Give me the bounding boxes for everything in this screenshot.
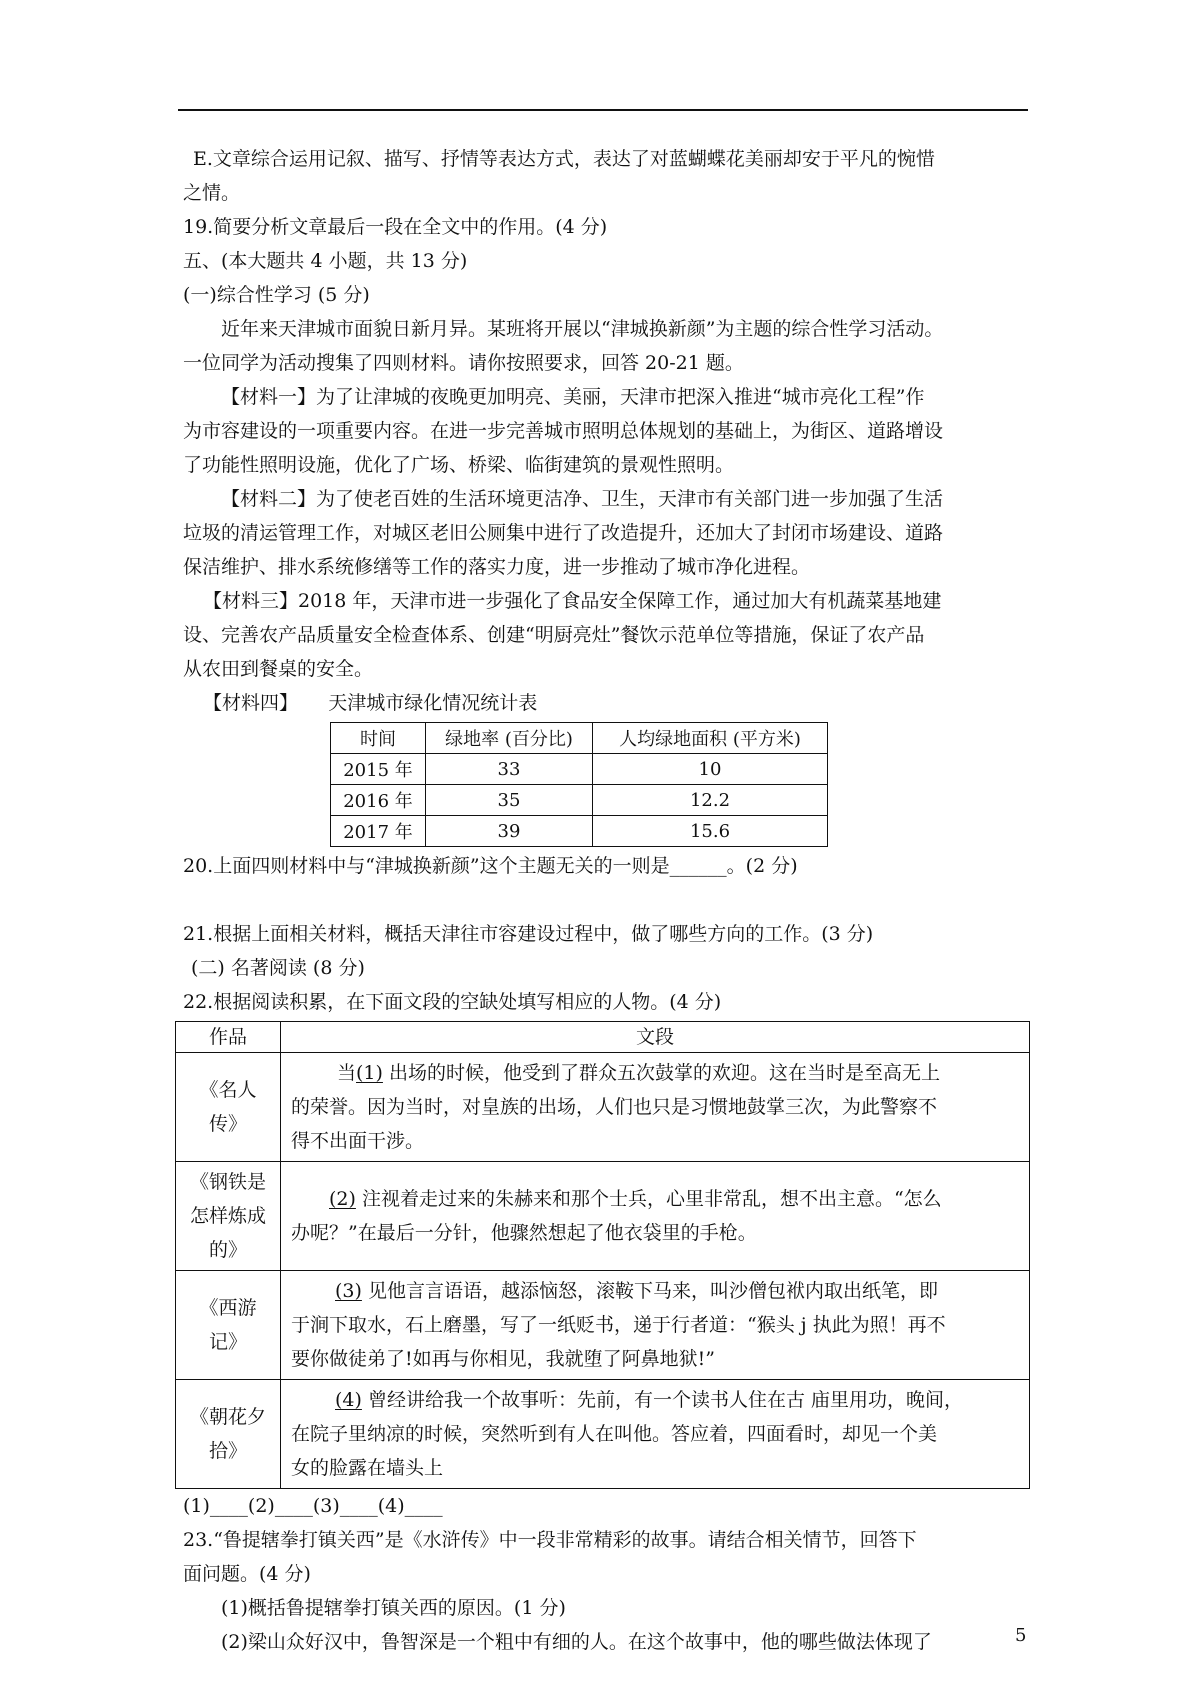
- passage-line: [291, 1182, 1023, 1216]
- question-21: 21.根据上面相关材料，概括天津往市容建设过程中，做了哪些方向的工作。(3 分): [183, 923, 874, 945]
- header-cell-work: 作品: [176, 1022, 281, 1053]
- greening-stats-table: [330, 722, 828, 847]
- header-cell: 人均绿地面积 (平方米): [593, 723, 828, 754]
- question-23-line2: 面问题。(4 分): [183, 1563, 311, 1585]
- passage-text: 曾经讲给我一个故事听：先前，有一个读书人住在古 庙里用功，晚间，: [367, 1389, 964, 1411]
- work-title-line: 记》: [208, 1331, 247, 1353]
- work-title-cell: [176, 1380, 281, 1489]
- material-two-line1: 【材料二】为了使老百姓的生活环境更洁净、卫生，天津市有关部门进一步加强了生活: [221, 488, 944, 510]
- page-content: [183, 142, 1033, 1659]
- table-cell: 39: [426, 816, 593, 847]
- question-19: 19.简要分析文章最后一段在全文中的作用。(4 分): [183, 216, 608, 238]
- passage-line: 办呢？”在最后一分针，他骤然想起了他衣袋里的手枪。: [291, 1222, 757, 1244]
- passage-line: [291, 1056, 1023, 1090]
- material-one-line2: 为市容建设的一项重要内容。在进一步完善城市照明总体规划的基础上，为街区、道路增设: [183, 420, 944, 442]
- passage-text: 见他言言语语，越添恼怒，滚鞍下马来，叫沙僧包袱内取出纸笔，即: [367, 1280, 938, 1302]
- table-cell: 2017 年: [331, 816, 426, 847]
- header-rule: [178, 109, 1028, 111]
- table-row: [331, 785, 828, 816]
- work-title-line: 《钢铁是: [189, 1171, 266, 1193]
- answer-blanks-line: (1)____(2)____(3)____(4)____: [183, 1495, 443, 1517]
- passage-text: 注视着走过来的朱赫来和那个士兵，心里非常乱，想不出主意。“怎么: [361, 1188, 942, 1210]
- passage-line: 要你做徒弟了!如再与你相见，我就堕了阿鼻地狱!”: [291, 1348, 715, 1370]
- passage-line: [291, 1383, 1023, 1417]
- material-two-line2: 垃圾的清运管理工作，对城区老旧公厕集中进行了改造提升，还加大了封闭市场建设、道路: [183, 522, 944, 544]
- passage-line: 女的脸露在墙头上: [291, 1457, 444, 1479]
- header-cell-passage: 文段: [281, 1022, 1030, 1053]
- intro-line2: 一位同学为活动搜集了四则材料。请你按照要求，回答 20-21 题。: [183, 352, 744, 374]
- table-cell: 10: [593, 754, 828, 785]
- passage-cell: [281, 1162, 1030, 1271]
- blank-label: (2): [329, 1188, 356, 1210]
- material-three-line2: 设、完善农产品质量安全检查体系、创建“明厨亮灶”餐饮示范单位等措施，保证了农产品: [183, 624, 925, 646]
- table-row: [176, 1380, 1030, 1489]
- question-20-text: 20.上面四则材料中与“津城换新颜”这个主题无关的一则是: [183, 855, 670, 877]
- work-title-line: 怎样炼成: [189, 1205, 266, 1227]
- work-title-line: 《名人: [199, 1079, 257, 1101]
- classics-passage-table: [175, 1021, 1030, 1489]
- header-cell: 时间: [331, 723, 426, 754]
- material-one-line1: 【材料一】为了让津城的夜晚更加明亮、美丽，天津市把深入推进“城市亮化工程”作: [221, 386, 925, 408]
- question-20-points: 。(2 分): [726, 855, 798, 877]
- page-number: 5: [1015, 1625, 1027, 1646]
- table-cell: 35: [426, 785, 593, 816]
- material-two-line3: 保洁维护、排水系统修缮等工作的落实力度，进一步推动了城市净化进程。: [183, 556, 811, 578]
- table-row: [331, 754, 828, 785]
- work-title-cell: [176, 1053, 281, 1162]
- table-cell: 2016 年: [331, 785, 426, 816]
- question-23-line1: 23.“鲁提辖拳打镇关西”是《水浒传》中一段非常精彩的故事。请结合相关情节，回答下: [183, 1529, 917, 1551]
- table-row: [176, 1162, 1030, 1271]
- work-title-cell: [176, 1162, 281, 1271]
- question-23-sub1: (1)概括鲁提辖拳打镇关西的原因。(1 分): [221, 1597, 566, 1619]
- blank-label: (4): [335, 1389, 362, 1411]
- header-cell: 绿地率 (百分比): [426, 723, 593, 754]
- material-four-title: 【材料四】 天津城市绿化情况统计表: [203, 692, 538, 714]
- question-23-sub2: (2)梁山众好汉中，鲁智深是一个粗中有细的人。在这个故事中，他的哪些做法体现了: [221, 1631, 932, 1653]
- subsection-two-heading: (二) 名著阅读 (8 分): [191, 957, 365, 979]
- question-20: [183, 849, 1033, 883]
- passage-line: 在院子里纳凉的时候，突然听到有人在叫他。答应着，四面看时，却见一个美: [291, 1423, 938, 1445]
- passage-cell: [281, 1380, 1030, 1489]
- option-e-line2: 之情。: [183, 182, 241, 204]
- work-title-line: 《西游: [199, 1297, 257, 1319]
- work-title-line: 《朝花夕: [189, 1406, 266, 1428]
- work-title-line: 的》: [208, 1239, 247, 1261]
- table-header-row: [176, 1022, 1030, 1053]
- passage-line: [291, 1274, 1023, 1308]
- table-cell: 2015 年: [331, 754, 426, 785]
- table-header-row: [331, 723, 828, 754]
- table-cell: 15.6: [593, 816, 828, 847]
- material-three-line3: 从农田到餐桌的安全。: [183, 658, 374, 680]
- subsection-heading: (一)综合性学习 (5 分): [183, 284, 370, 306]
- section-five-heading: 五、(本大题共 4 小题，共 13 分): [183, 250, 468, 272]
- passage-line: 得不出面干涉。: [291, 1130, 425, 1152]
- blank-label: (3): [335, 1280, 362, 1302]
- table-cell: 12.2: [593, 785, 828, 816]
- table-row: [331, 816, 828, 847]
- table-row: [176, 1271, 1030, 1380]
- blank-label: (1): [356, 1062, 383, 1084]
- passage-cell: [281, 1271, 1030, 1380]
- material-three-line1: 【材料三】2018 年，天津市进一步强化了食品安全保障工作，通过加大有机蔬菜基地建: [203, 590, 942, 612]
- work-title-line: 拾》: [208, 1440, 247, 1462]
- work-title-line: 传》: [208, 1113, 247, 1135]
- answer-blank: ______: [669, 855, 727, 877]
- passage-line: 的荣誉。因为当时，对皇族的出场，人们也只是习惯地鼓掌三次，为此警察不: [291, 1096, 938, 1118]
- question-22: 22.根据阅读积累，在下面文段的空缺处填写相应的人物。(4 分): [183, 991, 722, 1013]
- passage-line: 于涧下取水，石上磨墨，写了一纸贬书，递于行者道：“猴头 j 执此为照！再不: [291, 1314, 946, 1336]
- intro-line1: 近年来天津城市面貌日新月异。某班将开展以“津城换新颜”为主题的综合性学习活动。: [221, 318, 944, 340]
- passage-text: 出场的时候，他受到了群众五次鼓掌的欢迎。这在当时是至高无上: [388, 1062, 940, 1084]
- passage-lead: 当: [337, 1062, 357, 1084]
- table-cell: 33: [426, 754, 593, 785]
- table-row: [176, 1053, 1030, 1162]
- work-title-cell: [176, 1271, 281, 1380]
- spacer: [183, 883, 1033, 917]
- material-one-line3: 了功能性照明设施，优化了广场、桥梁、临街建筑的景观性照明。: [183, 454, 735, 476]
- option-e-line1: E.文章综合运用记叙、描写、抒情等表达方式，表达了对蓝蝴蝶花美丽却安于平凡的惋惜: [193, 148, 935, 170]
- passage-cell: [281, 1053, 1030, 1162]
